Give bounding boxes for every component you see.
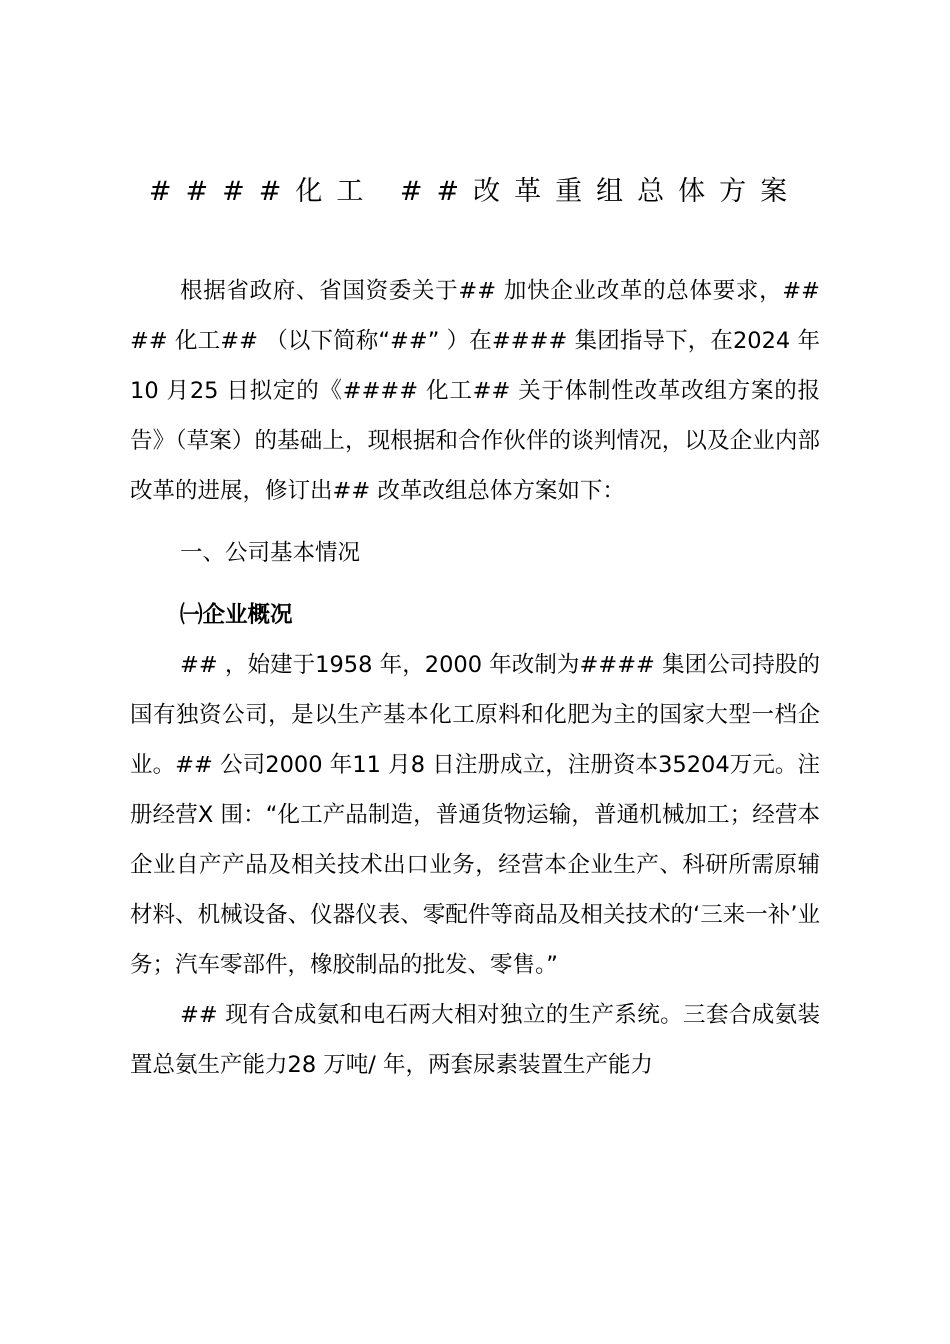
subsection-heading-enterprise-overview: ㈠企业概况: [180, 602, 293, 628]
intro-paragraph: 根据省政府、省国资委关于## 加快企业改革的总体要求，#### 化工## （以下简称“##” ）在#### 集团指导下，在2024 年10 月25 日拟定的《#### 化工## 关于体制性改革改组方案的报告》（草案）的基础上，现根据和合作伙伴的谈判情况，以及企业内部改革的进展，修订出## 改革改组总体方案如下：: [130, 278, 820, 504]
overview-paragraph: ## ，始建于1958 年，2000 年改制为#### 集团公司持股的国有独资公司，是以生产基本化工原料和化肥为主的国家大型一档企业。## 公司2000 年11 月8 日注册成立，注册资本35204万元。注册经营X 围：“化工产品制造，普通货物运输，普通机械加工；经营本企业自产产品及相关技术出口业务，经营本企业生产、科研所需原辅材料、机械设备、仪器仪表、零配件等商品及相关技术的‘三来一补’业务；汽车零部件，橡胶制品的批发、零售。”: [130, 652, 820, 978]
document-title: ####化工 ##改革重组总体方案: [148, 176, 802, 207]
document-body: [130, 266, 820, 1090]
section-heading-company-basics: 一、公司基本情况: [180, 540, 361, 566]
production-paragraph: ## 现有合成氨和电石两大相对独立的生产系统。三套合成氨装置总氨生产能力28 万吨/ 年，两套尿素装置生产能力: [130, 1002, 820, 1078]
